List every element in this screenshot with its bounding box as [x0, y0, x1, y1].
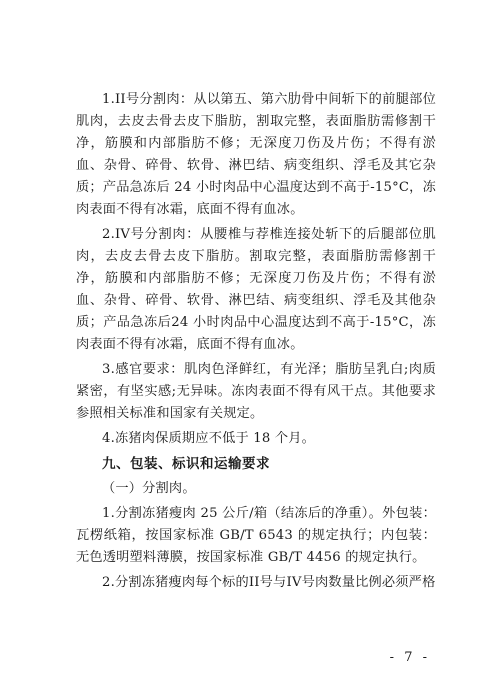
- section-heading: 九、包装、标识和运输要求: [102, 456, 270, 472]
- subsection-heading: （一）分割肉。: [102, 481, 196, 496]
- paragraph-packaging: 1.分割冻猪瘦肉 25 公斤/箱（结冻后的净重）。外包装：瓦楞纸箱，按国家标准 GB/T 6543 的规定执行；内包装：无色透明塑料薄膜，按国家标准 GB/T 4456 的规定执行。: [76, 506, 436, 565]
- page-number: - 7 -: [389, 650, 430, 665]
- paragraph-ratio: 2.分割冻猪瘦肉每个标的II号与IV号肉数量比例必须严格: [102, 575, 436, 590]
- paragraph-sensory: 3.感官要求：肌肉色泽鲜红，有光泽；脂肪呈乳白;肉质紧密，有坚实感;无异味。冻肉表面不得有风干点。其他要求参照相关标准和国家有关规定。: [76, 362, 436, 421]
- document-body: [76, 89, 436, 597]
- paragraph-cut-iv: 2.IV号分割肉：从腰椎与荐椎连接处斩下的后腿部位肌肉，去皮去骨去皮下脂肪。割取完整，表面脂肪需修割干净，筋膜和内部脂肪不修；无深度刀伤及片伤；不得有淤血、杂骨、碎骨、软骨、淋巴结、病变组织、浮毛及其他杂质；产品急冻后24 小时肉品中心温度达到不高于-15°C，冻肉表面不得有冰霜，底面不得有血冰。: [76, 227, 436, 352]
- paragraph-cut-ii: 1.II号分割肉：从以第五、第六肋骨中间斩下的前腿部位肌肉，去皮去骨去皮下脂肪，割取完整，表面脂肪需修割干净，筋膜和内部脂肪不修；无深度刀伤及片伤；不得有淤血、杂骨、碎骨、软骨、淋巴结、病变组织、浮毛及其它杂质；产品急冻后 24 小时肉品中心温度达到不高于-15°C，冻肉表面不得有冰霜，底面不得有血冰。: [76, 92, 436, 217]
- paragraph-shelf-life: 4.冻猪肉保质期应不低于 18 个月。: [102, 431, 315, 446]
